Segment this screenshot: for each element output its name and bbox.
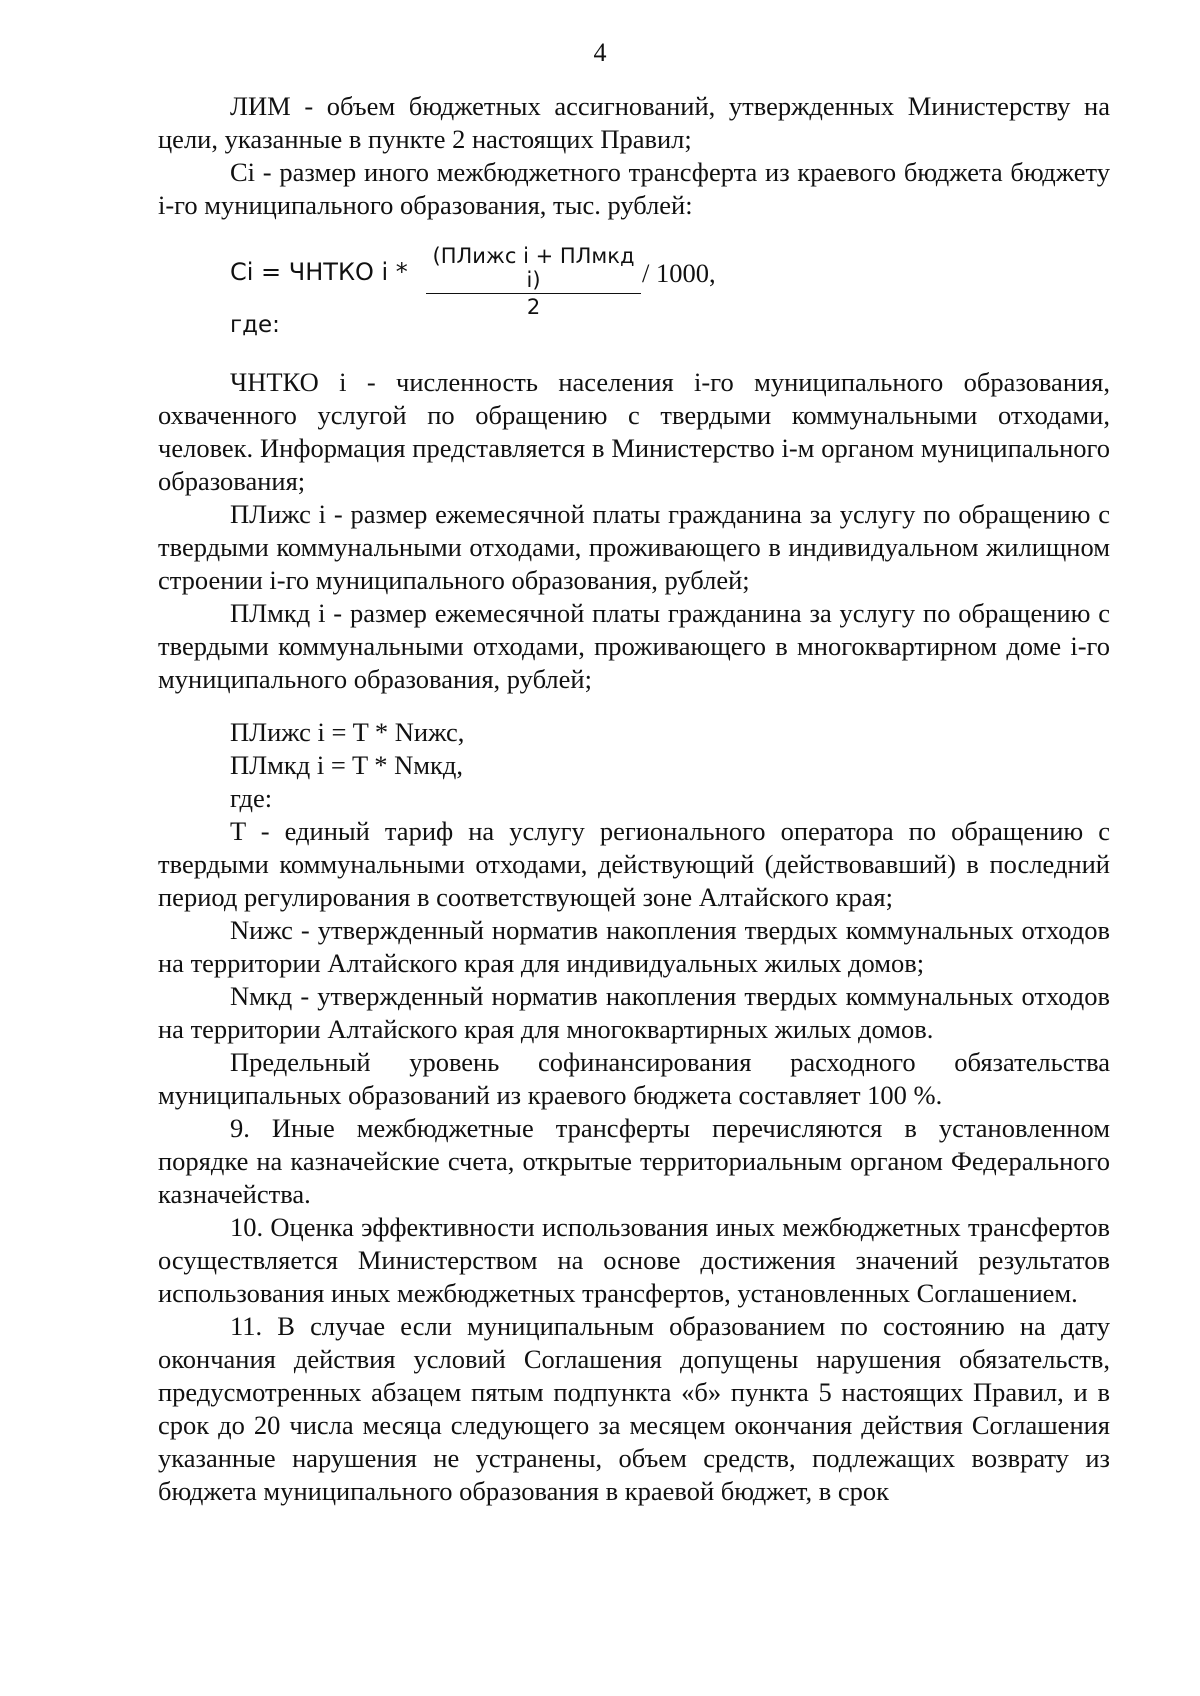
paragraph-lim: ЛИМ - объем бюджетных ассигнований, утвержденных Министерству на цели, указанные в пункте 2 настоящих Правил; — [158, 91, 1110, 154]
formula-ci-numerator: (ПЛижс i + ПЛмкд i) — [426, 244, 641, 294]
paragraph-plmkd: ПЛмкд i - размер ежемесячной платы гражданина за услугу по обращению с твердыми коммунальными отходами, проживающего в многоквартирном доме i-го муниципального образования, рублей; — [158, 598, 1110, 694]
page-number: 4 — [593, 38, 607, 67]
formula-ci-lhs: Ci = ЧНТКО i * — [230, 258, 408, 286]
where-label: где: — [230, 312, 280, 338]
paragraph-cofinancing: Предельный уровень софинансирования расходного обязательства муниципальных образований из краевого бюджета составляет 100 %. — [158, 1047, 1110, 1110]
paragraph-nmkd: Nмкд - утвержденный норматив накопления твердых коммунальных отходов на территории Алтайского края для многоквартирных жилых домов. — [158, 981, 1110, 1044]
paragraph-nizhs: Nижс - утвержденный норматив накопления твердых коммунальных отходов на территории Алтайского края для индивидуальных жилых домов; — [158, 915, 1110, 978]
paragraph-item-10: 10. Оценка эффективности использования иных межбюджетных трансфертов осуществляется Министерством на основе достижения значений результатов использования иных межбюджетных трансфертов, установленных Соглашением. — [158, 1212, 1110, 1308]
paragraph-item-11: 11. В случае если муниципальным образованием по состоянию на дату окончания действия условий Соглашения допущены нарушения обязательств, предусмотренных абзацем пятым подпункта «б» пункта 5 настоящих Правил, и в срок до 20 числа месяца следующего за месяцем окончания действия Соглашения указанные нарушения не устранены, объем средств, подлежащих возврату из бюджета муниципального образования в краевой бюджет, в срок — [158, 1311, 1110, 1506]
formula-plizhs: ПЛижс i = T * Nижс, — [230, 717, 465, 747]
paragraph-plizhs: ПЛижс i - размер ежемесячной платы гражданина за услугу по обращению с твердыми коммунальными отходами, проживающего в индивидуальном жилищном строении i-го муниципального образования, рублей; — [158, 499, 1110, 595]
document-body — [158, 90, 1110, 1508]
paragraph-ci: Ci - размер иного межбюджетного трансферта из краевого бюджета бюджету i-го муниципального образования, тыс. рублей: — [158, 157, 1110, 220]
paragraph-chntko: ЧНТКО i - численность населения i-го муниципального образования, охваченного услугой по обращению с твердыми коммунальными отходами, человек. Информация представляется в Министерство i-м органом муниципального образования; — [158, 367, 1110, 496]
formula-ci — [158, 244, 1110, 319]
paragraph-tariff: T - единый тариф на услугу регионального оператора по обращению с твердыми коммунальными отходами, действующий (действовавший) в последний период регулирования в соответствующей зоне Алтайского края; — [158, 816, 1110, 912]
formula-ci-rhs: / 1000, — [642, 258, 716, 288]
formula-ci-denominator: 2 — [526, 295, 541, 319]
where-label-2: где: — [230, 783, 273, 813]
paragraph-item-9: 9. Иные межбюджетные трансферты перечисляются в установленном порядке на казначейские счета, открытые территориальным органом Федерального казначейства. — [158, 1113, 1110, 1209]
formula-ci-fraction — [426, 244, 641, 319]
formula-plmkd: ПЛмкд i = T * Nмкд, — [230, 750, 464, 780]
